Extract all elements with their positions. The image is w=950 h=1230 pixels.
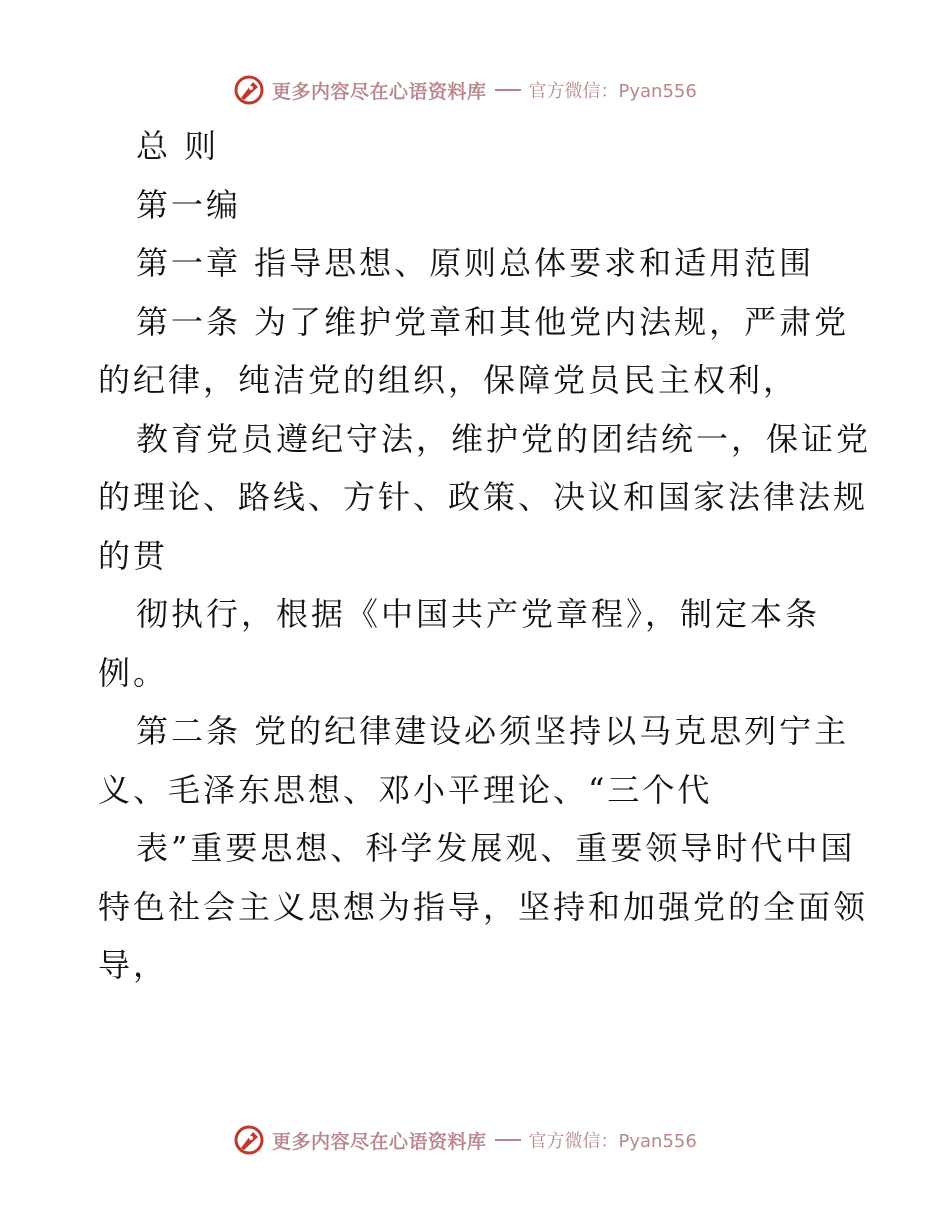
- watermark-wechat-label: 官方微信：Pyan556: [528, 1131, 697, 1152]
- document-body: [98, 117, 872, 995]
- watermark-promo-text: 更多内容尽在心语资料库: [272, 1130, 487, 1153]
- paragraph-line: 教育党员遵纪守法，维护党的团结统一，保证党: [136, 419, 872, 458]
- paragraph-line: 导，: [98, 946, 169, 984]
- pen-nib-logo-icon: [232, 73, 266, 107]
- paragraph-line: 表”重要思想、科学发展观、重要领导时代中国: [136, 829, 856, 867]
- watermark-wechat-label: 官方微信：Pyan556: [528, 81, 697, 102]
- paragraph-line: 例。: [98, 653, 169, 692]
- chapter-heading: 第一章 指导思想、原则总体要求和适用范围: [136, 244, 815, 282]
- part-heading: 第一编: [136, 185, 242, 224]
- watermark-dash: [495, 1139, 521, 1141]
- watermark-dash: [495, 89, 521, 91]
- footer-watermark: [232, 1120, 697, 1160]
- header-watermark: [232, 70, 697, 110]
- pen-nib-logo-icon: [232, 1123, 266, 1157]
- paragraph-line: 特色社会主义思想为指导，坚持和加强党的全面领: [98, 887, 869, 926]
- paragraph-line: 的贯: [98, 536, 169, 575]
- paragraph-line: 的纪律，纯洁党的组织，保障党员民主权利，: [98, 361, 799, 399]
- paragraph-line: 的理论、路线、方针、政策、决议和国家法律法规: [98, 478, 869, 516]
- paragraph-line: 第二条 党的纪律建设必须坚持以马克思列宁主: [136, 712, 850, 750]
- watermark-promo-text: 更多内容尽在心语资料库: [272, 80, 487, 103]
- paragraph-line: 第一条 为了维护党章和其他党内法规，严肃党: [136, 302, 850, 341]
- section-heading: 总 则: [136, 127, 220, 165]
- paragraph-line: 彻执行，根据《中国共产党章程》，制定本条: [136, 595, 821, 633]
- paragraph-line: 义、毛泽东思想、邓小平理论、“三个代: [98, 770, 713, 809]
